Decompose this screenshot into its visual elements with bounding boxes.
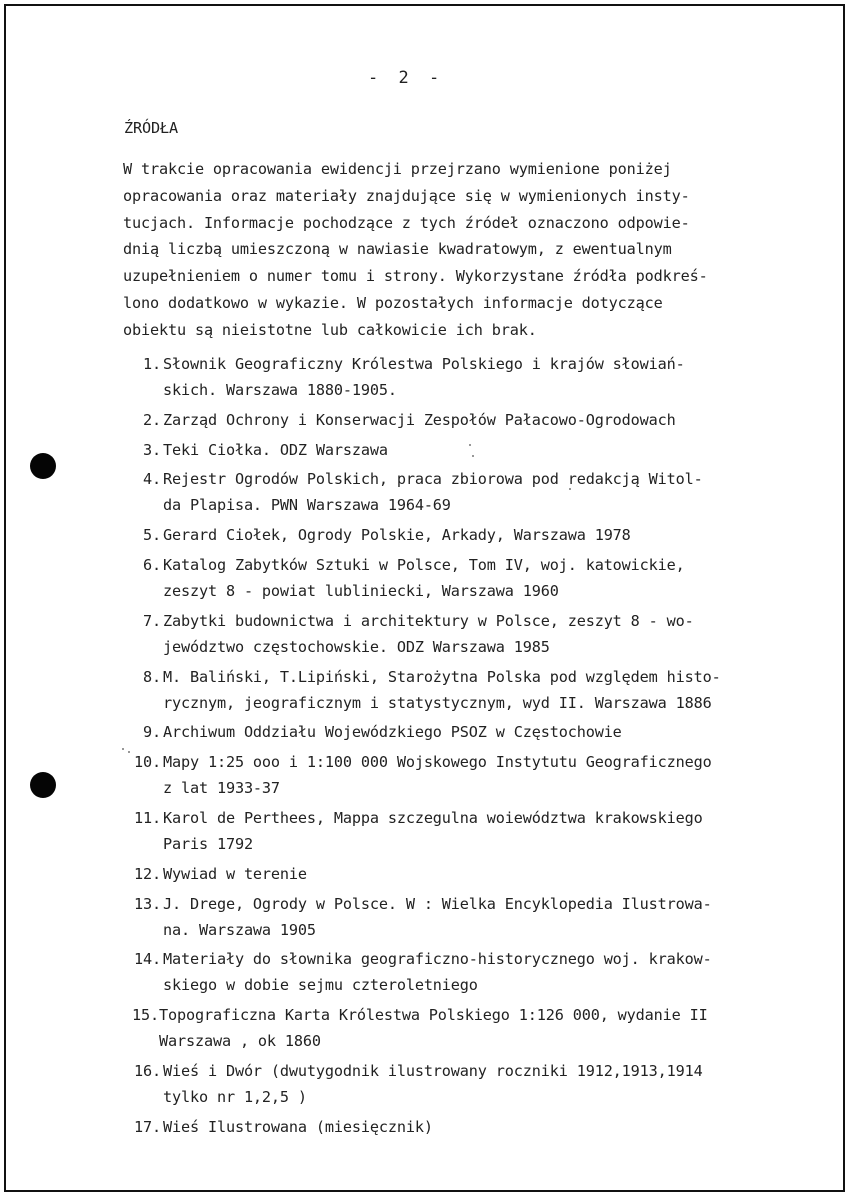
source-text: Zarząd Ochrony i Konserwacji Zespołów Pałacowo-Ogrodowach bbox=[163, 410, 676, 429]
source-text: Materiały do słownika geograficzno-historycznego woj. krakow- skiego w dobie sejmu czteroletniego bbox=[163, 950, 712, 995]
source-number: 1. bbox=[143, 355, 161, 373]
source-text: Katalog Zabytków Sztuki w Polsce, Tom IV, woj. katowickie, zeszyt 8 - powiat lubliniecki, Warszawa 1960 bbox=[163, 555, 685, 600]
source-item bbox=[106, 946, 721, 998]
source-item bbox=[106, 749, 721, 801]
intro-line: opracowania oraz materiały znajdujące się w wymienionych insty- bbox=[123, 186, 690, 205]
intro-line: W trakcie opracowania ewidencji przejrzano wymienione poniżej bbox=[123, 160, 672, 178]
source-item bbox=[106, 552, 721, 604]
document-page bbox=[4, 4, 845, 1192]
source-text: Zabytki budownictwa i architektury w Polsce, zeszyt 8 - wo- jewództwo częstochowskie. ODZ Warszawa 1985 bbox=[163, 611, 694, 656]
source-number: 12. bbox=[134, 864, 161, 883]
source-item bbox=[106, 437, 721, 463]
intro-line: obiektu są nieistotne lub całkowicie ich brak. bbox=[123, 320, 537, 339]
source-item bbox=[106, 608, 721, 660]
intro-paragraph bbox=[123, 156, 708, 344]
source-number: 17. bbox=[134, 1117, 161, 1136]
source-number: 13. bbox=[134, 894, 161, 913]
punch-hole bbox=[30, 453, 56, 479]
source-number: 16. bbox=[134, 1061, 161, 1080]
source-item bbox=[106, 805, 721, 857]
intro-line: dnią liczbą umieszczoną w nawiasie kwadratowym, z ewentualnym bbox=[123, 240, 672, 259]
paper-speck bbox=[469, 444, 471, 446]
source-text: Mapy 1:25 ooo i 1:100 000 Wojskowego Instytutu Geograficznego z lat 1933-37 bbox=[163, 753, 712, 798]
source-item bbox=[106, 466, 721, 518]
source-number: 14. bbox=[134, 950, 161, 969]
punch-hole bbox=[30, 772, 56, 798]
source-text: Teki Ciołka. ODZ Warszawa bbox=[163, 440, 388, 459]
paper-speck bbox=[128, 751, 130, 753]
source-number: 11. bbox=[134, 808, 161, 827]
source-number: 10. bbox=[134, 753, 161, 772]
source-number: 4. bbox=[143, 470, 161, 489]
source-number: 6. bbox=[143, 555, 161, 574]
source-item bbox=[106, 861, 721, 887]
paper-speck bbox=[569, 488, 571, 490]
source-text: Wieś Ilustrowana (miesięcznik) bbox=[163, 1117, 433, 1136]
source-text: Archiwum Oddziału Wojewódzkiego PSOZ w Częstochowie bbox=[163, 723, 622, 742]
paper-speck bbox=[122, 748, 124, 750]
source-text: Karol de Perthees, Mappa szczegulna woiewództwa krakowskiego Paris 1792 bbox=[163, 808, 703, 853]
intro-line: uzupełnieniem o numer tomu i strony. Wykorzystane źródła podkreś- bbox=[123, 267, 708, 286]
source-item bbox=[106, 1058, 721, 1110]
source-item bbox=[106, 719, 721, 745]
source-text: Topograficzna Karta Królestwa Polskiego 1:126 000, wydanie II Warszawa , ok 1860 bbox=[159, 1006, 708, 1051]
source-number: 8. bbox=[143, 667, 161, 686]
page-number: - 2 - bbox=[368, 68, 445, 88]
intro-line: tucjach. Informacje pochodzące z tych źródeł oznaczono odpowie- bbox=[123, 213, 690, 232]
source-text: Wywiad w terenie bbox=[163, 864, 307, 883]
source-text: Wieś i Dwór (dwutygodnik ilustrowany roczniki 1912,1913,1914 tylko nr 1,2,5 ) bbox=[163, 1061, 703, 1106]
paper-speck bbox=[472, 455, 474, 457]
source-item bbox=[106, 1114, 721, 1140]
source-number: 3. bbox=[143, 440, 161, 459]
section-heading: ŹRÓDŁA bbox=[124, 119, 178, 137]
source-text: M. Baliński, T.Lipiński, Starożytna Polska pod względem histo- rycznym, jeograficznym i statystycznym, wyd II. Warszawa 1886 bbox=[163, 667, 721, 712]
source-number: 5. bbox=[143, 526, 161, 545]
source-text: Gerard Ciołek, Ogrody Polskie, Arkady, Warszawa 1978 bbox=[163, 526, 631, 545]
source-item bbox=[106, 522, 721, 548]
source-item bbox=[106, 664, 721, 716]
source-number: 2. bbox=[143, 410, 161, 429]
source-number: 9. bbox=[143, 723, 161, 742]
source-item bbox=[106, 351, 721, 403]
source-item bbox=[106, 891, 721, 943]
source-number: 7. bbox=[143, 611, 161, 630]
source-text: J. Drege, Ogrody w Polsce. W : Wielka Encyklopedia Ilustrowa- na. Warszawa 1905 bbox=[163, 894, 712, 939]
intro-line: lono dodatkowo w wykazie. W pozostałych informacje dotyczące bbox=[123, 293, 663, 312]
source-text: Słownik Geograficzny Królestwa Polskiego i krajów słowiań- skich. Warszawa 1880-1905. bbox=[163, 355, 685, 399]
source-item bbox=[106, 407, 721, 433]
source-item bbox=[106, 1002, 721, 1054]
source-number: 15. bbox=[132, 1006, 159, 1025]
source-text: Rejestr Ogrodów Polskich, praca zbiorowa pod redakcją Witol- da Plapisa. PWN Warszawa 1964-69 bbox=[163, 470, 703, 515]
sources-list bbox=[106, 351, 721, 1144]
